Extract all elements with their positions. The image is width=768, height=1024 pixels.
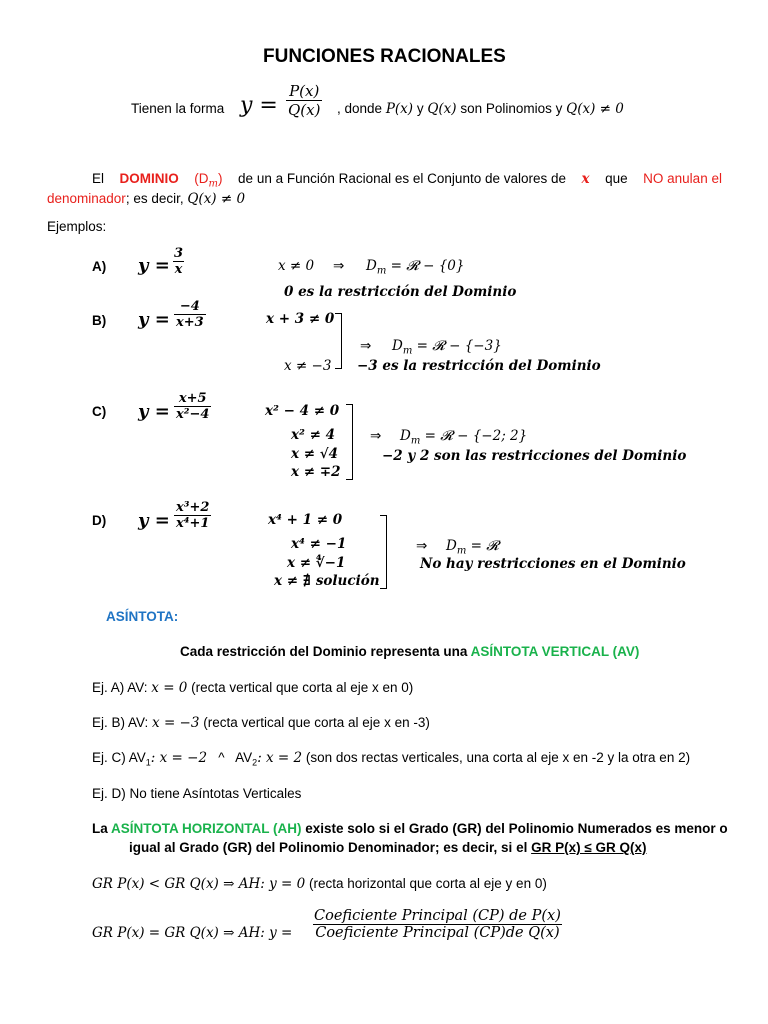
example-a-note: 0 es la restricción del Dominio [284, 284, 517, 300]
horizontal-condition: GR P(x) ≤ GR Q(x) [531, 840, 647, 855]
example-c-arrow: ⇒ [370, 428, 382, 443]
ej-c-av2: AV [235, 750, 253, 765]
example-b-y: y = [138, 309, 170, 330]
example-a-dm-result: = 𝓡 − {0} [390, 258, 465, 274]
example-b-dm-sub: m [402, 345, 413, 357]
example-d-bracket [380, 515, 387, 589]
rule2-fraction [312, 908, 563, 941]
example-d-label: D) [92, 513, 107, 528]
asintota-heading: ASÍNTOTA: [106, 609, 179, 624]
dominio-t7: denominador [47, 191, 126, 206]
example-b-arrow: ⇒ [360, 338, 372, 353]
intro-px: P(x) [385, 101, 414, 117]
horizontal-p4: igual al Grado (GR) del Polinomio Denominador; es decir, si el [129, 840, 528, 855]
ej-c-post: (son dos rectas verticales, una corta al eje x en -2 y la otra en 2) [305, 750, 691, 765]
intro-prefix: Tienen la forma [131, 101, 225, 116]
example-d-av: Ej. D) No tiene Asíntotas Verticales [92, 786, 302, 801]
example-a-dm-sub: m [376, 265, 387, 277]
intro-y: y = [240, 93, 278, 118]
example-c-dm: D [400, 428, 411, 444]
example-a-dm: D [366, 258, 377, 274]
example-c-step-1: x² − 4 ≠ 0 [265, 403, 340, 419]
example-d-den: x⁴+1 [176, 516, 210, 531]
example-b-label: B) [92, 313, 107, 328]
dominio-term: DOMINIO [119, 171, 179, 186]
dominio-t6: NO anulan el [643, 171, 722, 186]
intro-qx: Q(x) [427, 101, 457, 117]
example-a-step: x ≠ 0 [278, 258, 315, 274]
example-d-dm: D [446, 538, 457, 554]
example-c-fraction [174, 391, 211, 422]
example-b-av [92, 715, 430, 731]
ej-b-post: (recta vertical que corta al eje x en -3) [203, 715, 430, 730]
ej-c-sub2: 2 [252, 757, 258, 768]
example-d-step-1: x⁴ + 1 ≠ 0 [268, 512, 343, 528]
rule2-den: Coeficiente Principal (CP)de Q(x) [315, 925, 560, 941]
example-b-note: −3 es la restricción del Dominio [357, 358, 601, 374]
ej-a-pre: Ej. A) AV: [92, 680, 148, 695]
asintota-line-a: Cada restricción del Dominio representa una [180, 644, 468, 659]
intro-suffix-b: son Polinomios y [460, 101, 563, 116]
example-d-domain [446, 538, 499, 557]
dominio-x: x [581, 171, 590, 187]
example-b-step-2: x ≠ −3 [284, 358, 332, 374]
example-c-dm-result: = 𝓡 − {−2; 2} [424, 428, 528, 444]
horizontal-p3: existe solo si el Grado (GR) del Polinomio Numerados es menor o [305, 821, 728, 836]
example-a-av [92, 680, 413, 696]
ej-b-eq: x = −3 [152, 715, 200, 731]
example-b-dm-result: = 𝓡 − {−3} [416, 338, 502, 354]
example-a-label: A) [92, 259, 107, 274]
dominio-t8: ; es decir, [125, 191, 184, 206]
example-c-num: x+5 [178, 391, 207, 406]
rule2-num: Coeficiente Principal (CP) de P(x) [314, 908, 561, 924]
dominio-dm: (D [194, 171, 209, 186]
ej-c-sub1: 1 [145, 757, 151, 768]
dominio-dm-sub: m [208, 178, 219, 190]
example-c-dm-sub: m [410, 435, 421, 447]
example-b-den: x+3 [176, 315, 204, 330]
example-d-step-2: x⁴ ≠ −1 [291, 536, 347, 552]
example-a-arrow: ⇒ [333, 258, 345, 273]
example-c-step-2: x² ≠ 4 [291, 427, 336, 443]
example-d-step-3: x ≠ ∜−1 [287, 555, 346, 571]
ej-c-pre: Ej. C) AV [92, 750, 146, 765]
dominio-line-2 [47, 191, 245, 207]
ej-c-eq1: : x = −2 [150, 750, 208, 766]
example-c-step-3: x ≠ √4 [291, 446, 339, 462]
example-b-dm: D [392, 338, 403, 354]
ejemplos-label: Ejemplos: [47, 219, 107, 234]
example-a-y: y = [138, 255, 170, 276]
example-d-num: x³+2 [176, 500, 210, 515]
asintota-vertical-line [180, 644, 639, 659]
example-d-fraction [174, 500, 211, 531]
intro-condition: Q(x) ≠ 0 [566, 101, 624, 117]
example-c-y: y = [138, 401, 170, 422]
example-c-av [92, 750, 690, 768]
horizontal-line-2 [129, 840, 647, 855]
intro-fraction [286, 82, 322, 119]
example-a-domain [366, 258, 464, 277]
example-c-step-4: x ≠ ∓2 [291, 464, 341, 480]
intro-numerator: P(x) [289, 82, 320, 100]
example-b-fraction [174, 299, 206, 330]
dominio-dm-end: ) [218, 171, 223, 186]
example-d-arrow: ⇒ [416, 538, 428, 553]
dominio-t1: El [92, 171, 105, 186]
example-c-bracket [346, 404, 353, 480]
example-b-bracket [335, 313, 342, 369]
example-b-num: −4 [179, 299, 200, 314]
example-d-step-4: x ≠ ∄ solución [274, 573, 380, 589]
horizontal-term: ASÍNTOTA HORIZONTAL (AH) [111, 821, 302, 836]
intro-tail [337, 101, 624, 117]
example-b-domain [392, 338, 502, 357]
ej-c-and: ^ [218, 750, 225, 765]
intro-conj: y [416, 101, 424, 116]
page-title: FUNCIONES RACIONALES [263, 46, 506, 67]
example-d-dm-result: = 𝓡 [470, 538, 499, 554]
example-c-den: x²−4 [176, 407, 210, 422]
ej-a-post: (recta vertical que corta al eje x en 0) [191, 680, 414, 695]
rule1-note: (recta horizontal que corta al eje y en 0) [308, 876, 547, 891]
example-a-den: x [174, 262, 183, 277]
dominio-line-1 [92, 171, 722, 190]
horizontal-p1: La [92, 821, 108, 836]
example-a-fraction [172, 246, 185, 277]
asintota-vertical-term: ASÍNTOTA VERTICAL (AV) [470, 644, 640, 659]
example-a-num: 3 [174, 246, 184, 261]
intro-suffix-a: , donde [337, 101, 383, 116]
example-d-note: No hay restricciones en el Dominio [420, 556, 686, 572]
example-b-step-1: x + 3 ≠ 0 [266, 311, 335, 327]
horizontal-rule-2: GR P(x) = GR Q(x) ⇒ AH: y = [92, 925, 293, 941]
dominio-condition: Q(x) ≠ 0 [187, 191, 246, 207]
dominio-t5: que [605, 171, 628, 186]
example-c-note: −2 y 2 son las restricciones del Dominio [382, 448, 687, 464]
example-c-label: C) [92, 404, 107, 419]
intro-denominator: Q(x) [288, 101, 321, 119]
horizontal-rule-1 [92, 876, 547, 892]
ej-c-eq2: : x = 2 [257, 750, 303, 766]
ej-a-eq: x = 0 [151, 680, 188, 696]
example-d-y: y = [138, 510, 170, 531]
example-c-domain [400, 428, 527, 447]
example-d-dm-sub: m [456, 545, 467, 557]
rule1-formula: GR P(x) < GR Q(x) ⇒ AH: y = 0 [92, 876, 306, 892]
dominio-t4: de un a Función Racional es el Conjunto de valores de [238, 171, 567, 186]
ej-b-pre: Ej. B) AV: [92, 715, 149, 730]
horizontal-line-1 [92, 821, 728, 836]
